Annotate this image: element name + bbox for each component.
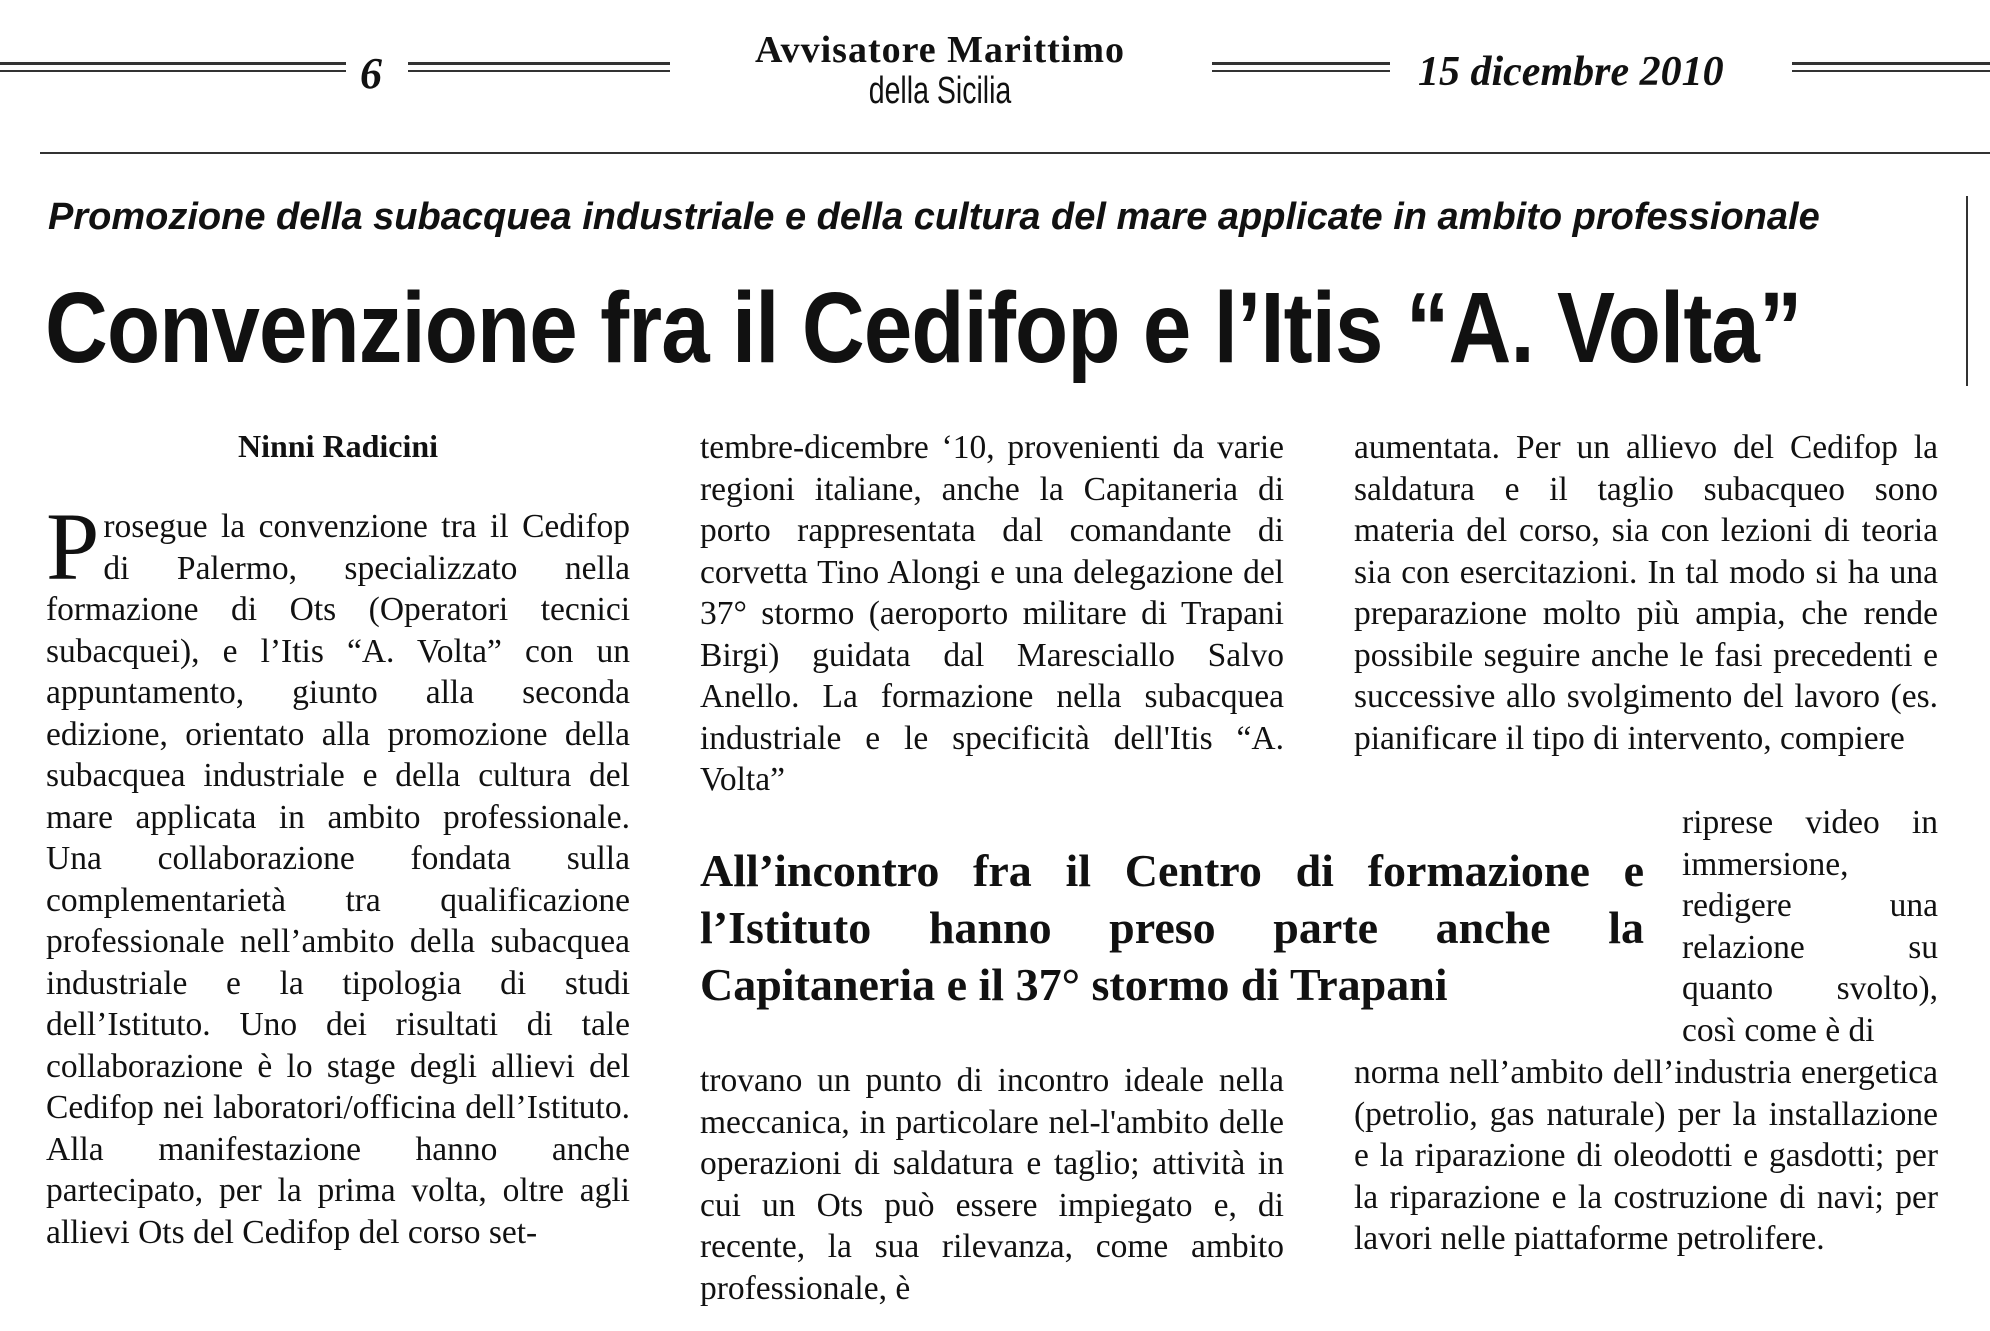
column-1-text: rosegue la convenzione tra il Cedifop di Palermo, specializzato nella formazione di Ots (Operatori tecnici subacquei), e l’Itis “A. Volta” con un appuntamento, giunto alla seconda edizione, orientato alla promozione della subacquea industriale e della cultura del mare applicata in ambito professionale. Una collaborazione fondata sulla complementarietà tra qualificazione professionale nell’ambito della subacquea industriale e la tipologia di studi dell’Istituto. Uno dei risultati di tale collaborazione è lo stage degli allievi del Cedifop nei laboratori/officina dell’Istituto. Alla manifestazione hanno anche partecipato, per la prima volta, oltre agli allievi Ots del Cedifop del corso set- bbox=[46, 508, 630, 1251]
pull-quote: All’incontro fra il Centro di formazione e l’Istituto hanno preso parte anche la Capitaneria e il 37° stormo di Trapani bbox=[700, 845, 1644, 1010]
header-bottom-rule bbox=[40, 152, 1990, 154]
article-column-3-wrap: riprese video in immersione, redigere una relazione su quanto svolto), così come è di bbox=[1682, 804, 1938, 1049]
masthead bbox=[680, 28, 1200, 113]
masthead-title: Avvisatore Marittimo bbox=[755, 29, 1125, 71]
article-column-2-top: tembre-dicembre ‘10, provenienti da varie regioni italiane, anche la Capitaneria di porto rappresentata dal comandante di corvetta Tino Alongi e una delegazione del 37° stormo (aeroporto militare di Trapani Birgi) guidata dal Maresciallo Salvo Anello. La formazione nella subacquea industriale e le specificità dell'Itis “A. Volta” bbox=[700, 429, 1284, 798]
header-rule-mid-right bbox=[1212, 62, 1390, 65]
issue-date: 15 dicembre 2010 bbox=[1418, 49, 1724, 95]
article-column-2-bottom: trovano un punto di incontro ideale nella meccanica, in particolare nel-l'ambito delle operazioni di saldatura e taglio; attività in cui un Ots può essere impiegato e, di recente, la sua rilevanza, come ambito professionale, è bbox=[700, 1062, 1284, 1307]
article-column-1 bbox=[46, 493, 630, 1253]
header-rule-mid-left bbox=[408, 62, 670, 65]
article-column-3-top: aumentata. Per un allievo del Cedifop la saldatura e il taglio subacqueo sono materia del corso, sia con lezioni di teoria sia con esercitazioni. In tal modo si ha una preparazione molto più ampia, che rende possibile seguire anche le fasi precedenti e successive allo svolgimento del lavoro (es. pianificare il tipo di intervento, compiere bbox=[1354, 429, 1938, 757]
header-rule-mid-left-2 bbox=[408, 70, 670, 72]
header-rule-mid-right-2 bbox=[1212, 70, 1390, 72]
header-rule-left-bottom bbox=[0, 70, 346, 72]
article-kicker: Promozione della subacquea industriale e della cultura del mare applicate in ambito professionale bbox=[48, 196, 1820, 238]
header-rule-right-2 bbox=[1792, 70, 1990, 72]
article-headline: Convenzione fra il Cedifop e l’Itis “A. Volta” bbox=[45, 272, 1802, 384]
masthead-subtitle: della Sicilia bbox=[868, 70, 1012, 112]
page-number: 6 bbox=[360, 49, 382, 98]
right-edge-rule bbox=[1966, 196, 1968, 386]
header-rule-right bbox=[1792, 62, 1990, 65]
drop-cap: P bbox=[46, 493, 100, 600]
article-column-3-bottom: norma nell’ambito dell’industria energetica (petrolio, gas naturale) per la installazione e la riparazione di oleodotti e gasdotti; per la riparazione e la costruzione di navi; per lavori nelle piattaforme petrolifere. bbox=[1354, 1054, 1938, 1257]
header-rule-left-top bbox=[0, 62, 346, 65]
article-byline: Ninni Radicini bbox=[237, 428, 439, 464]
